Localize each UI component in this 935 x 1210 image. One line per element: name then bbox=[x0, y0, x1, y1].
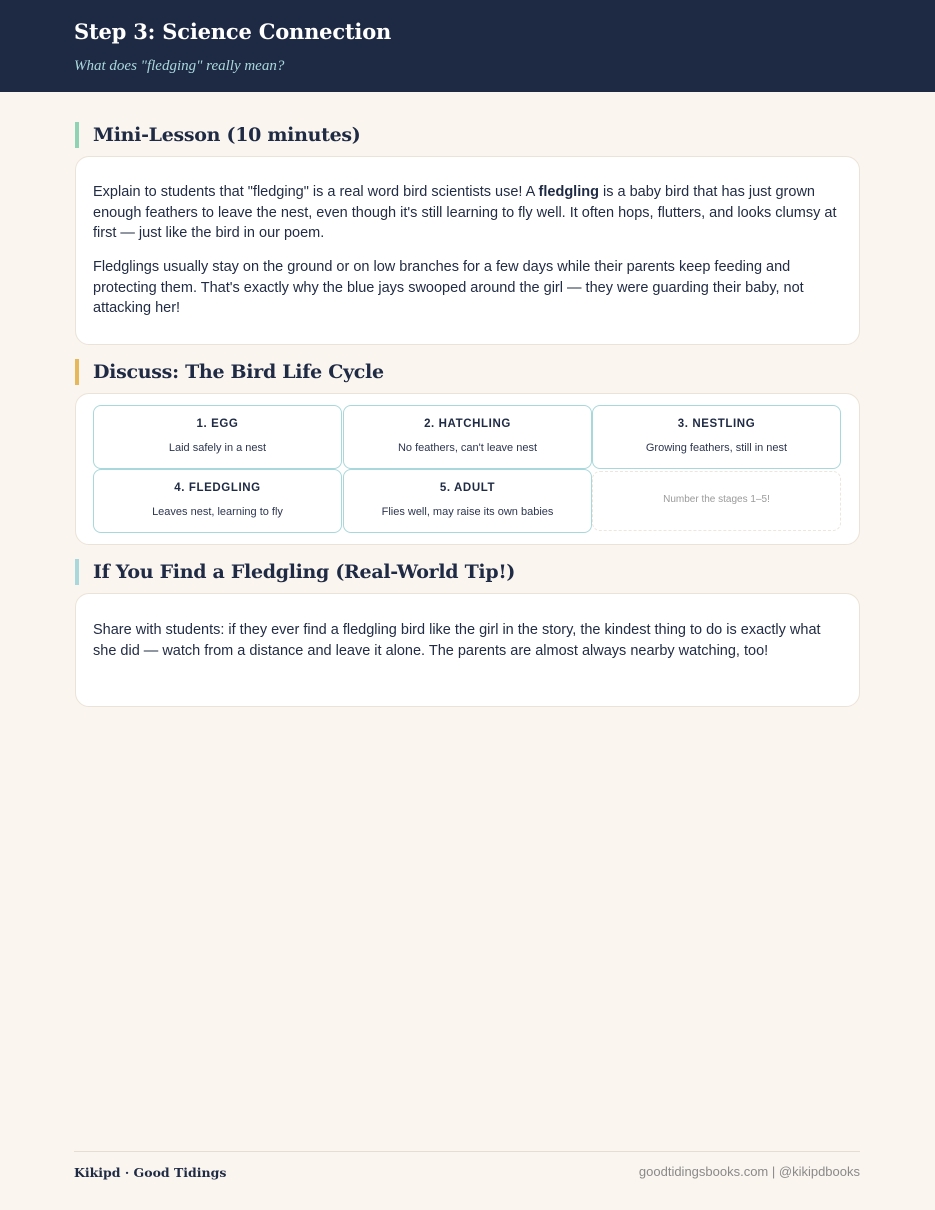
stage-card-fledgling bbox=[93, 469, 342, 533]
footer-divider bbox=[74, 1151, 860, 1152]
stage-name: 4. FLEDGLING bbox=[174, 482, 261, 494]
page-header bbox=[0, 0, 935, 92]
stage-hint-text: Number the stages 1–5! bbox=[663, 494, 770, 505]
keyword-fledgling: fledgling bbox=[538, 184, 599, 200]
stage-desc: Flies well, may raise its own babies bbox=[381, 506, 554, 518]
stage-name: 1. EGG bbox=[196, 418, 239, 430]
stage-desc: Laid safely in a nest bbox=[168, 442, 267, 454]
stage-card-egg bbox=[93, 405, 342, 469]
stage-desc: Growing feathers, still in nest bbox=[645, 442, 788, 454]
stage-name: 3. NESTLING bbox=[677, 418, 756, 430]
tip-paragraph: Share with students: if they ever find a fledgling bird like the girl in the story, the kindest thing to do is exactly what she did — watch from a distance and leave it alone. The parents are almost always nearby watching, too! bbox=[93, 622, 821, 659]
stage-card-hatchling bbox=[343, 405, 592, 469]
mini-lesson-heading bbox=[75, 122, 860, 148]
paragraph-text: Explain to students that "fledging" is a real word bird scientists use! A bbox=[93, 184, 539, 200]
life-cycle-heading bbox=[75, 359, 860, 385]
tip-heading bbox=[75, 559, 860, 585]
stage-name: 2. HATCHLING bbox=[424, 418, 511, 430]
tip-card bbox=[75, 593, 860, 707]
page-title: Step 3: Science Connection bbox=[74, 19, 392, 44]
footer-links: goodtidingsbooks.com | @kikipdbooks bbox=[638, 1164, 860, 1179]
stage-card-nestling bbox=[592, 405, 841, 469]
page-subtitle: What does "fledging" really mean? bbox=[74, 58, 285, 74]
stage-desc: Leaves nest, learning to fly bbox=[152, 506, 283, 518]
mini-lesson-paragraph-1 bbox=[93, 182, 843, 244]
stage-card-adult bbox=[343, 469, 592, 533]
stage-name: 5. ADULT bbox=[439, 482, 496, 494]
paragraph-text: is a baby bird that has just grown enough feathers to leave the nest, even though it's still learning to fly well. It often hops, flutters, and looks clumsy at first — just like the bird in our poem. bbox=[93, 184, 837, 241]
section-title: Mini-Lesson (10 minutes) bbox=[93, 124, 361, 146]
life-cycle-card bbox=[75, 393, 860, 545]
stage-hint-box bbox=[592, 471, 841, 531]
mini-lesson-paragraph-2: Fledglings usually stay on the ground or on low branches for a few days while their parents keep feeding and protecting them. That's exactly why the blue jays swooped around the girl — they were guarding their baby, not attacking her! bbox=[93, 259, 804, 316]
section-title: If You Find a Fledgling (Real-World Tip!) bbox=[93, 561, 516, 583]
stage-desc: No feathers, can't leave nest bbox=[397, 442, 538, 454]
footer-brand: Kikipd · Good Tidings bbox=[74, 1165, 227, 1180]
mini-lesson-card bbox=[75, 156, 860, 345]
section-title: Discuss: The Bird Life Cycle bbox=[93, 361, 384, 383]
